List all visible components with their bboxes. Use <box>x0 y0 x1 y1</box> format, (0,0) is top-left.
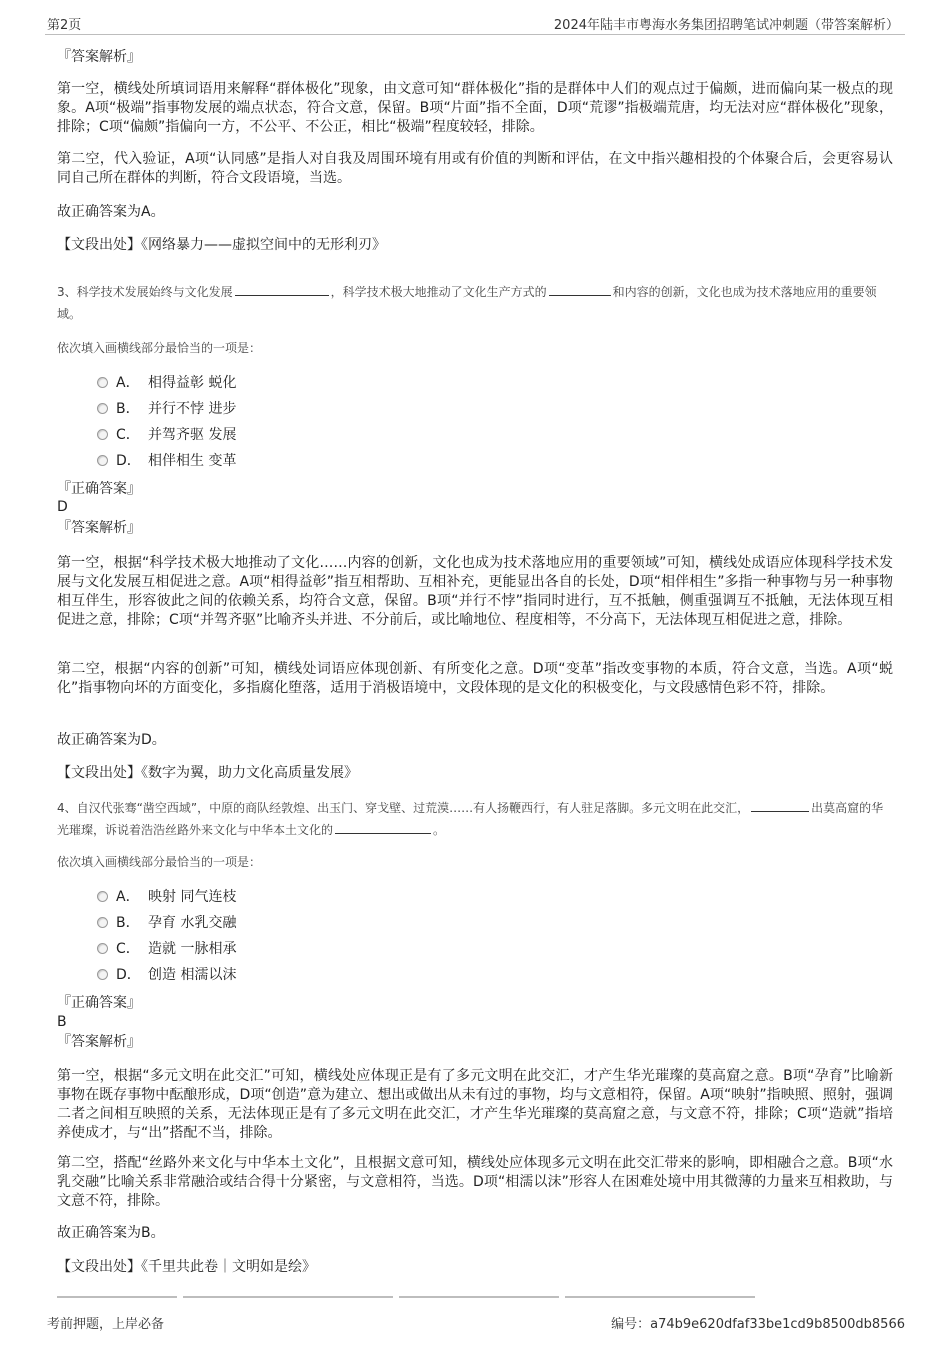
q4-conclusion: 故正确答案为B。 <box>57 1225 165 1241</box>
page-footer <box>45 1313 905 1333</box>
q4-stem-part-2: 出莫高窟的华光璀璨，诉说着浩浩丝路外来文化与中华本土文化的 <box>57 801 884 837</box>
q4-option-b-letter: B． <box>116 915 140 931</box>
q4-option-a-text: 映射 同气连枝 <box>148 889 237 905</box>
q4-correct-label: 『正确答案』 <box>57 995 141 1011</box>
radio-icon[interactable] <box>97 455 108 466</box>
q3-option-d-text: 相伴相生 变革 <box>148 453 237 469</box>
q3-conclusion: 故正确答案为D。 <box>57 732 166 748</box>
q4-stem-part-1: 4、自汉代张骞“凿空西域”，中原的商队经敦煌、出玉门、穿戈壁、过荒漠……有人扬鞭西行，有人驻足落脚。多元文明在此交汇， <box>57 801 750 815</box>
radio-icon[interactable] <box>97 403 108 414</box>
q3-option-b-text: 并行不悖 进步 <box>148 401 237 417</box>
q4-instruction: 依次填入画横线部分最恰当的一项是： <box>57 855 262 869</box>
q4-option-a-letter: A． <box>116 889 140 905</box>
q3-source: 【文段出处】《数字为翼，助力文化高质量发展》 <box>57 765 358 781</box>
radio-icon[interactable] <box>97 917 108 928</box>
q3-option-c-letter: C． <box>116 427 140 443</box>
q3-option-c-text: 并驾齐驱 发展 <box>148 427 237 443</box>
q4-source: 【文段出处】《千里共此卷｜文明如是绘》 <box>57 1259 316 1275</box>
q3-blank-2 <box>549 283 611 296</box>
radio-icon[interactable] <box>97 969 108 980</box>
q4-analysis-label: 『答案解析』 <box>57 1034 141 1050</box>
document-id: 编号：a74b9e620dfaf33be1cd9b8500db8566 <box>611 1317 905 1332</box>
q4-analysis-paragraph-2: 第二空，搭配“丝路外来文化与中华本土文化”，且根据文意可知，横线处应体现多元文明在此交汇带来的影响，即相融合之意。B项“水乳交融”比喻关系非常融洽或结合得十分紧密，与文意相符，当选。D项“相濡以沫”形容人在困难处境中用其微薄的力量来互相救助，与文意不符，排除。 <box>57 1155 893 1209</box>
q3-option-d-letter: D． <box>116 453 141 469</box>
q3-instruction: 依次填入画横线部分最恰当的一项是： <box>57 341 262 355</box>
q3-option-b-letter: B． <box>116 401 140 417</box>
q4-blank-2 <box>335 821 431 834</box>
radio-icon[interactable] <box>97 891 108 902</box>
q3-option-b[interactable] <box>97 397 236 421</box>
radio-icon[interactable] <box>97 943 108 954</box>
footer-slogan: 考前押题，上岸必备 <box>47 1317 165 1332</box>
q3-stem-part-2: ，科学技术极大地推动了文化生产方式的 <box>330 285 547 299</box>
q4-stem-part-3: 。 <box>433 823 446 837</box>
q2-conclusion: 故正确答案为A。 <box>57 204 165 220</box>
q4-correct-answer: B <box>57 1014 67 1030</box>
q4-stem <box>57 797 893 841</box>
q3-option-d[interactable] <box>97 449 236 473</box>
q2-analysis-paragraph-1: 第一空，横线处所填词语用来解释“群体极化”现象，由文意可知“群体极化”指的是群体中人们的观点过于偏颇，进而偏向某一极点的现象。A项“极端”指事物发展的端点状态，符合文意，保留。B项“片面”指不全面，D项“荒谬”指极端荒唐，均无法对应“群体极化”现象，排除；C项“偏颇”指偏向一方，不公平、不公正，相比“极端”程度较轻，排除。 <box>57 81 893 135</box>
q3-stem-part-3: 和内容的创新，文化也成为技术落地应用的重要领域。 <box>57 285 877 321</box>
q3-option-c[interactable] <box>97 423 236 447</box>
q4-analysis-paragraph-1: 第一空，根据“多元文明在此交汇”可知，横线处应体现正是有了多元文明在此交汇，才产生华光璀璨的莫高窟之意。B项“孕育”比喻新事物在既存事物中酝酿形成，D项“创造”意为建立、想出或做出从未有过的事物，均与文意相符，保留。A项“映射”指映照、照射，强调二者之间相互映照的关系，无法体现正是有了多元文明在此交汇，才产生华光璀璨的莫高窟之意，与文意不符，排除；C项“造就”指培养使成才，与“出”搭配不当，排除。 <box>57 1068 893 1141</box>
document-title: 2024年陆丰市粤海水务集团招聘笔试冲刺题（带答案解析） <box>553 18 899 33</box>
q3-option-a-letter: A． <box>116 375 140 391</box>
q3-analysis-paragraph-2: 第二空，根据“内容的创新”可知，横线处词语应体现创新、有所变化之意。D项“变革”指改变事物的本质，符合文意，当选。A项“蜕化”指事物向坏的方面变化，多指腐化堕落，适用于消极语境中，文段体现的是文化的积极变化，与文段感情色彩不符，排除。 <box>57 661 893 696</box>
page-number: 第2页 <box>47 18 82 33</box>
page-header <box>45 12 905 35</box>
q3-stem <box>57 281 893 325</box>
q3-option-a[interactable] <box>97 371 236 395</box>
q4-option-d[interactable] <box>97 963 236 987</box>
q3-option-a-text: 相得益彰 蜕化 <box>148 375 237 391</box>
q3-analysis-label: 『答案解析』 <box>57 520 141 536</box>
q4-option-c-text: 造就 一脉相承 <box>148 941 237 957</box>
q3-blank-1 <box>235 283 329 296</box>
q3-correct-answer: D <box>57 499 68 515</box>
radio-icon[interactable] <box>97 429 108 440</box>
q2-source: 【文段出处】《网络暴力——虚拟空间中的无形利刃》 <box>57 237 386 253</box>
q4-option-d-text: 创造 相濡以沫 <box>148 967 237 983</box>
q3-correct-label: 『正确答案』 <box>57 481 141 497</box>
q3-analysis-paragraph-1: 第一空，根据“科学技术极大地推动了文化……内容的创新，文化也成为技术落地应用的重要领域”可知，横线处成语应体现科学技术发展与文化发展互相促进之意。A项“相得益彰”指互相帮助、互相补充，更能显出各自的长处，D项“相伴相生”多指一种事物与另一种事物相互伴生，形容彼此之间的依赖关系，均符合文意，保留。B项“并行不悖”指同时进行，互不抵触，侧重强调互不抵触，无法体现互相促进之意，排除；C项“并驾齐驱”比喻齐头并进、不分前后，或比喻地位、程度相等，不分高下，无法体现互相促进之意，排除。 <box>57 555 893 628</box>
q2-analysis-paragraph-2: 第二空，代入验证，A项“认同感”是指人对自我及周围环境有用或有价值的判断和评估，在文中指兴趣相投的个体聚合后，会更容易认同自己所在群体的判断，符合文段语境，当选。 <box>57 151 893 186</box>
q3-stem-part-1: 3、科学技术发展始终与文化发展 <box>57 285 233 299</box>
clipped-next-question <box>57 1296 893 1301</box>
q4-option-d-letter: D． <box>116 967 141 983</box>
q4-option-c-letter: C． <box>116 941 140 957</box>
radio-icon[interactable] <box>97 377 108 388</box>
q2-analysis-label: 『答案解析』 <box>57 49 141 65</box>
q4-option-b[interactable] <box>97 911 236 935</box>
q4-blank-1 <box>751 799 809 812</box>
q4-option-a[interactable] <box>97 885 236 909</box>
q4-option-c[interactable] <box>97 937 236 961</box>
q4-option-b-text: 孕育 水乳交融 <box>148 915 237 931</box>
